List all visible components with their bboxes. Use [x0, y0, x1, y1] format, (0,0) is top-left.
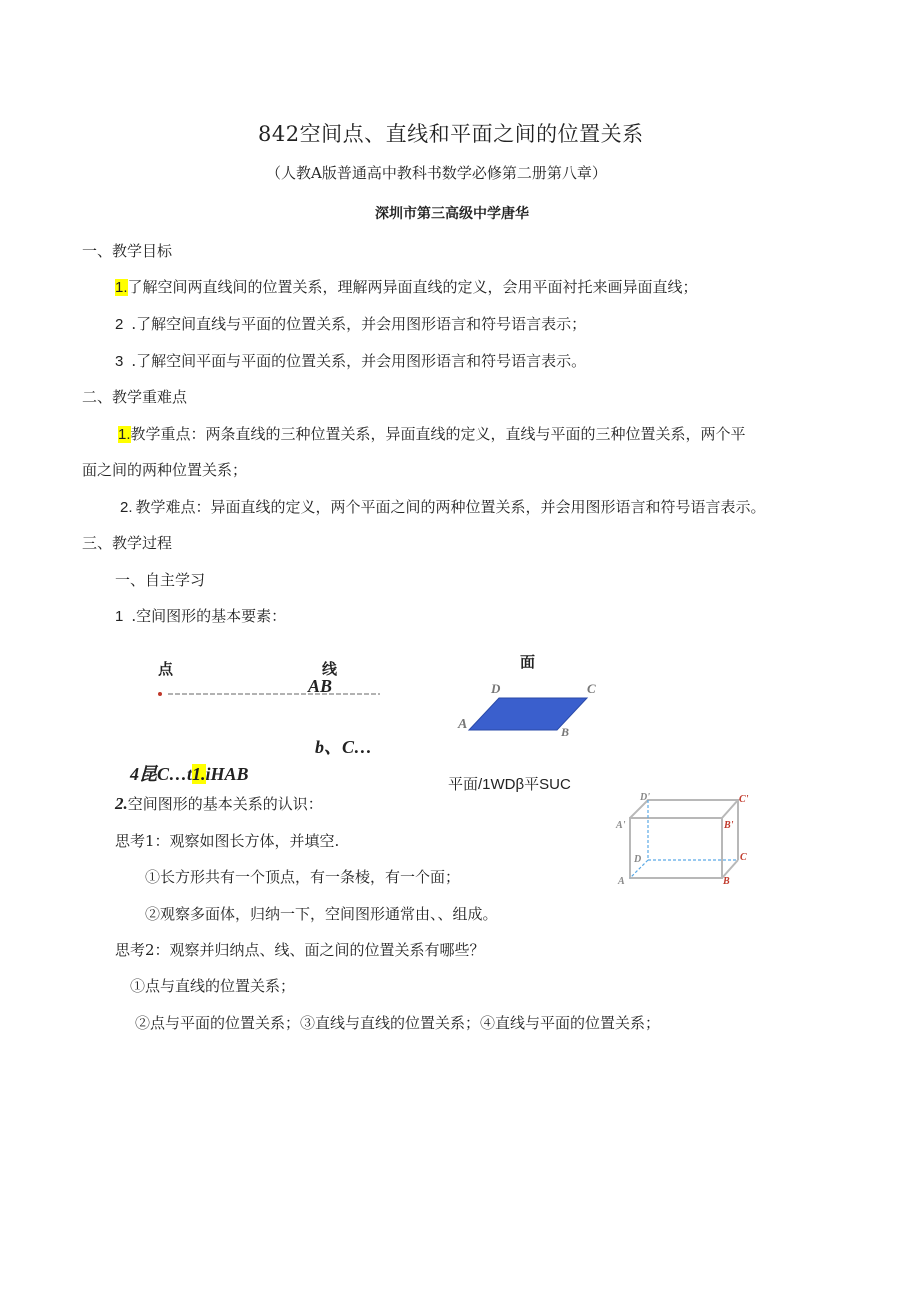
keypoint-text: 教学难点：异面直线的定义，两个平面之间的两种位置关系，并会用图形语言和符号语言表示。: [135, 498, 766, 516]
label-line: 线: [322, 661, 338, 678]
objective-text: .了解空间直线与平面的位置关系，并会用图形语言和符号语言表示；: [131, 315, 587, 333]
page-subtitle: （人教A版普通高中教科书数学必修第二册第八章）: [266, 164, 607, 182]
bc-text: b、C…: [315, 737, 373, 757]
cuboid-label-a: A: [618, 876, 625, 887]
cuboid-front-face: [630, 818, 722, 878]
keypoint-continuation: 面之间的两种位置关系；: [82, 461, 248, 479]
vertex-d-label: D: [491, 681, 501, 696]
objective-item: [115, 276, 698, 297]
objective-item: [115, 313, 586, 334]
cuboid-label-dp: D': [640, 792, 650, 803]
part2-heading-text: 空间图形的基本关系的认识：: [127, 795, 323, 813]
think1-item-b: ②观察多面体，归纳一下，空间图形通常由、、组成。: [145, 905, 498, 923]
keypoint-number: 2.: [120, 499, 133, 516]
plane-caption: 平面/1WDβ平SUC: [448, 776, 571, 793]
process-item: [115, 605, 286, 626]
section-heading-keypoints: 二、教学重难点: [82, 388, 188, 406]
part2-number: 2.: [115, 794, 128, 813]
objective-text: .了解空间平面与平面的位置关系，并会用图形语言和符号语言表示。: [131, 352, 587, 370]
cuboid-label-b: B: [723, 876, 730, 887]
plane-figure: [455, 678, 605, 740]
objective-item: [115, 350, 586, 371]
figure-row-highlight: 1.: [192, 764, 206, 784]
figure-row-text: [130, 760, 249, 786]
cuboid-label-d: D: [634, 854, 642, 865]
figure-row-text-b: iHAB: [205, 764, 249, 784]
section-heading-objectives: 一、教学目标: [82, 242, 173, 260]
objective-number: 2: [115, 316, 124, 333]
keypoint-number: 1.: [118, 426, 131, 443]
line-name: AB: [308, 676, 333, 696]
vertex-c-label: C: [587, 681, 596, 696]
cuboid-figure: [612, 790, 757, 890]
vertex-b-label: B: [561, 725, 570, 739]
part2-heading: [115, 793, 323, 814]
think2: 思考2：观察并归纳点、线、面之间的位置关系有哪些？: [115, 941, 485, 959]
author-line: 深圳市第三高级中学唐华: [375, 205, 529, 221]
objective-text: 了解空间两直线间的位置关系，理解两异面直线的定义，会用平面衬托来画异面直线；: [127, 278, 698, 296]
think1-item-a: ①长方形共有一个顶点，有一条棱，有一个面；: [145, 868, 461, 886]
think1: 思考1：观察如图长方体，并填空.: [115, 832, 340, 850]
page-title: 842空间点、直线和平面之间的位置关系: [258, 122, 644, 146]
cuboid-label-c: C: [740, 852, 747, 863]
process-number: 1: [115, 608, 124, 625]
process-text: .空间图形的基本要素：: [131, 607, 287, 625]
section-heading-process: 三、教学过程: [82, 534, 173, 552]
cuboid-label-cp: C': [739, 794, 749, 805]
cuboid-label-bp: B': [724, 820, 734, 831]
think2-item-a: ①点与直线的位置关系；: [130, 977, 296, 995]
point-line-figure: [155, 688, 385, 700]
cuboid-label-ap: A': [616, 820, 626, 831]
keypoint-text: 教学重点：两条直线的三种位置关系，异面直线的定义，直线与平面的三种位置关系，两个平: [130, 425, 746, 443]
think2-item-b: ②点与平面的位置关系；③直线与直线的位置关系；④直线与平面的位置关系；: [135, 1014, 661, 1032]
objective-number: 3: [115, 353, 124, 370]
label-plane: 面: [520, 654, 536, 671]
figure-row-text-a: 4昆C…t: [130, 764, 193, 784]
keypoint-item: [120, 496, 766, 517]
objective-number: 1.: [115, 279, 128, 296]
subsection-heading: 一、自主学习: [115, 571, 206, 589]
keypoint-item: [118, 423, 746, 444]
label-point: 点: [158, 661, 174, 678]
point-dot: [158, 692, 162, 696]
vertex-a-label: A: [458, 717, 468, 732]
plane-parallelogram: [469, 698, 587, 730]
